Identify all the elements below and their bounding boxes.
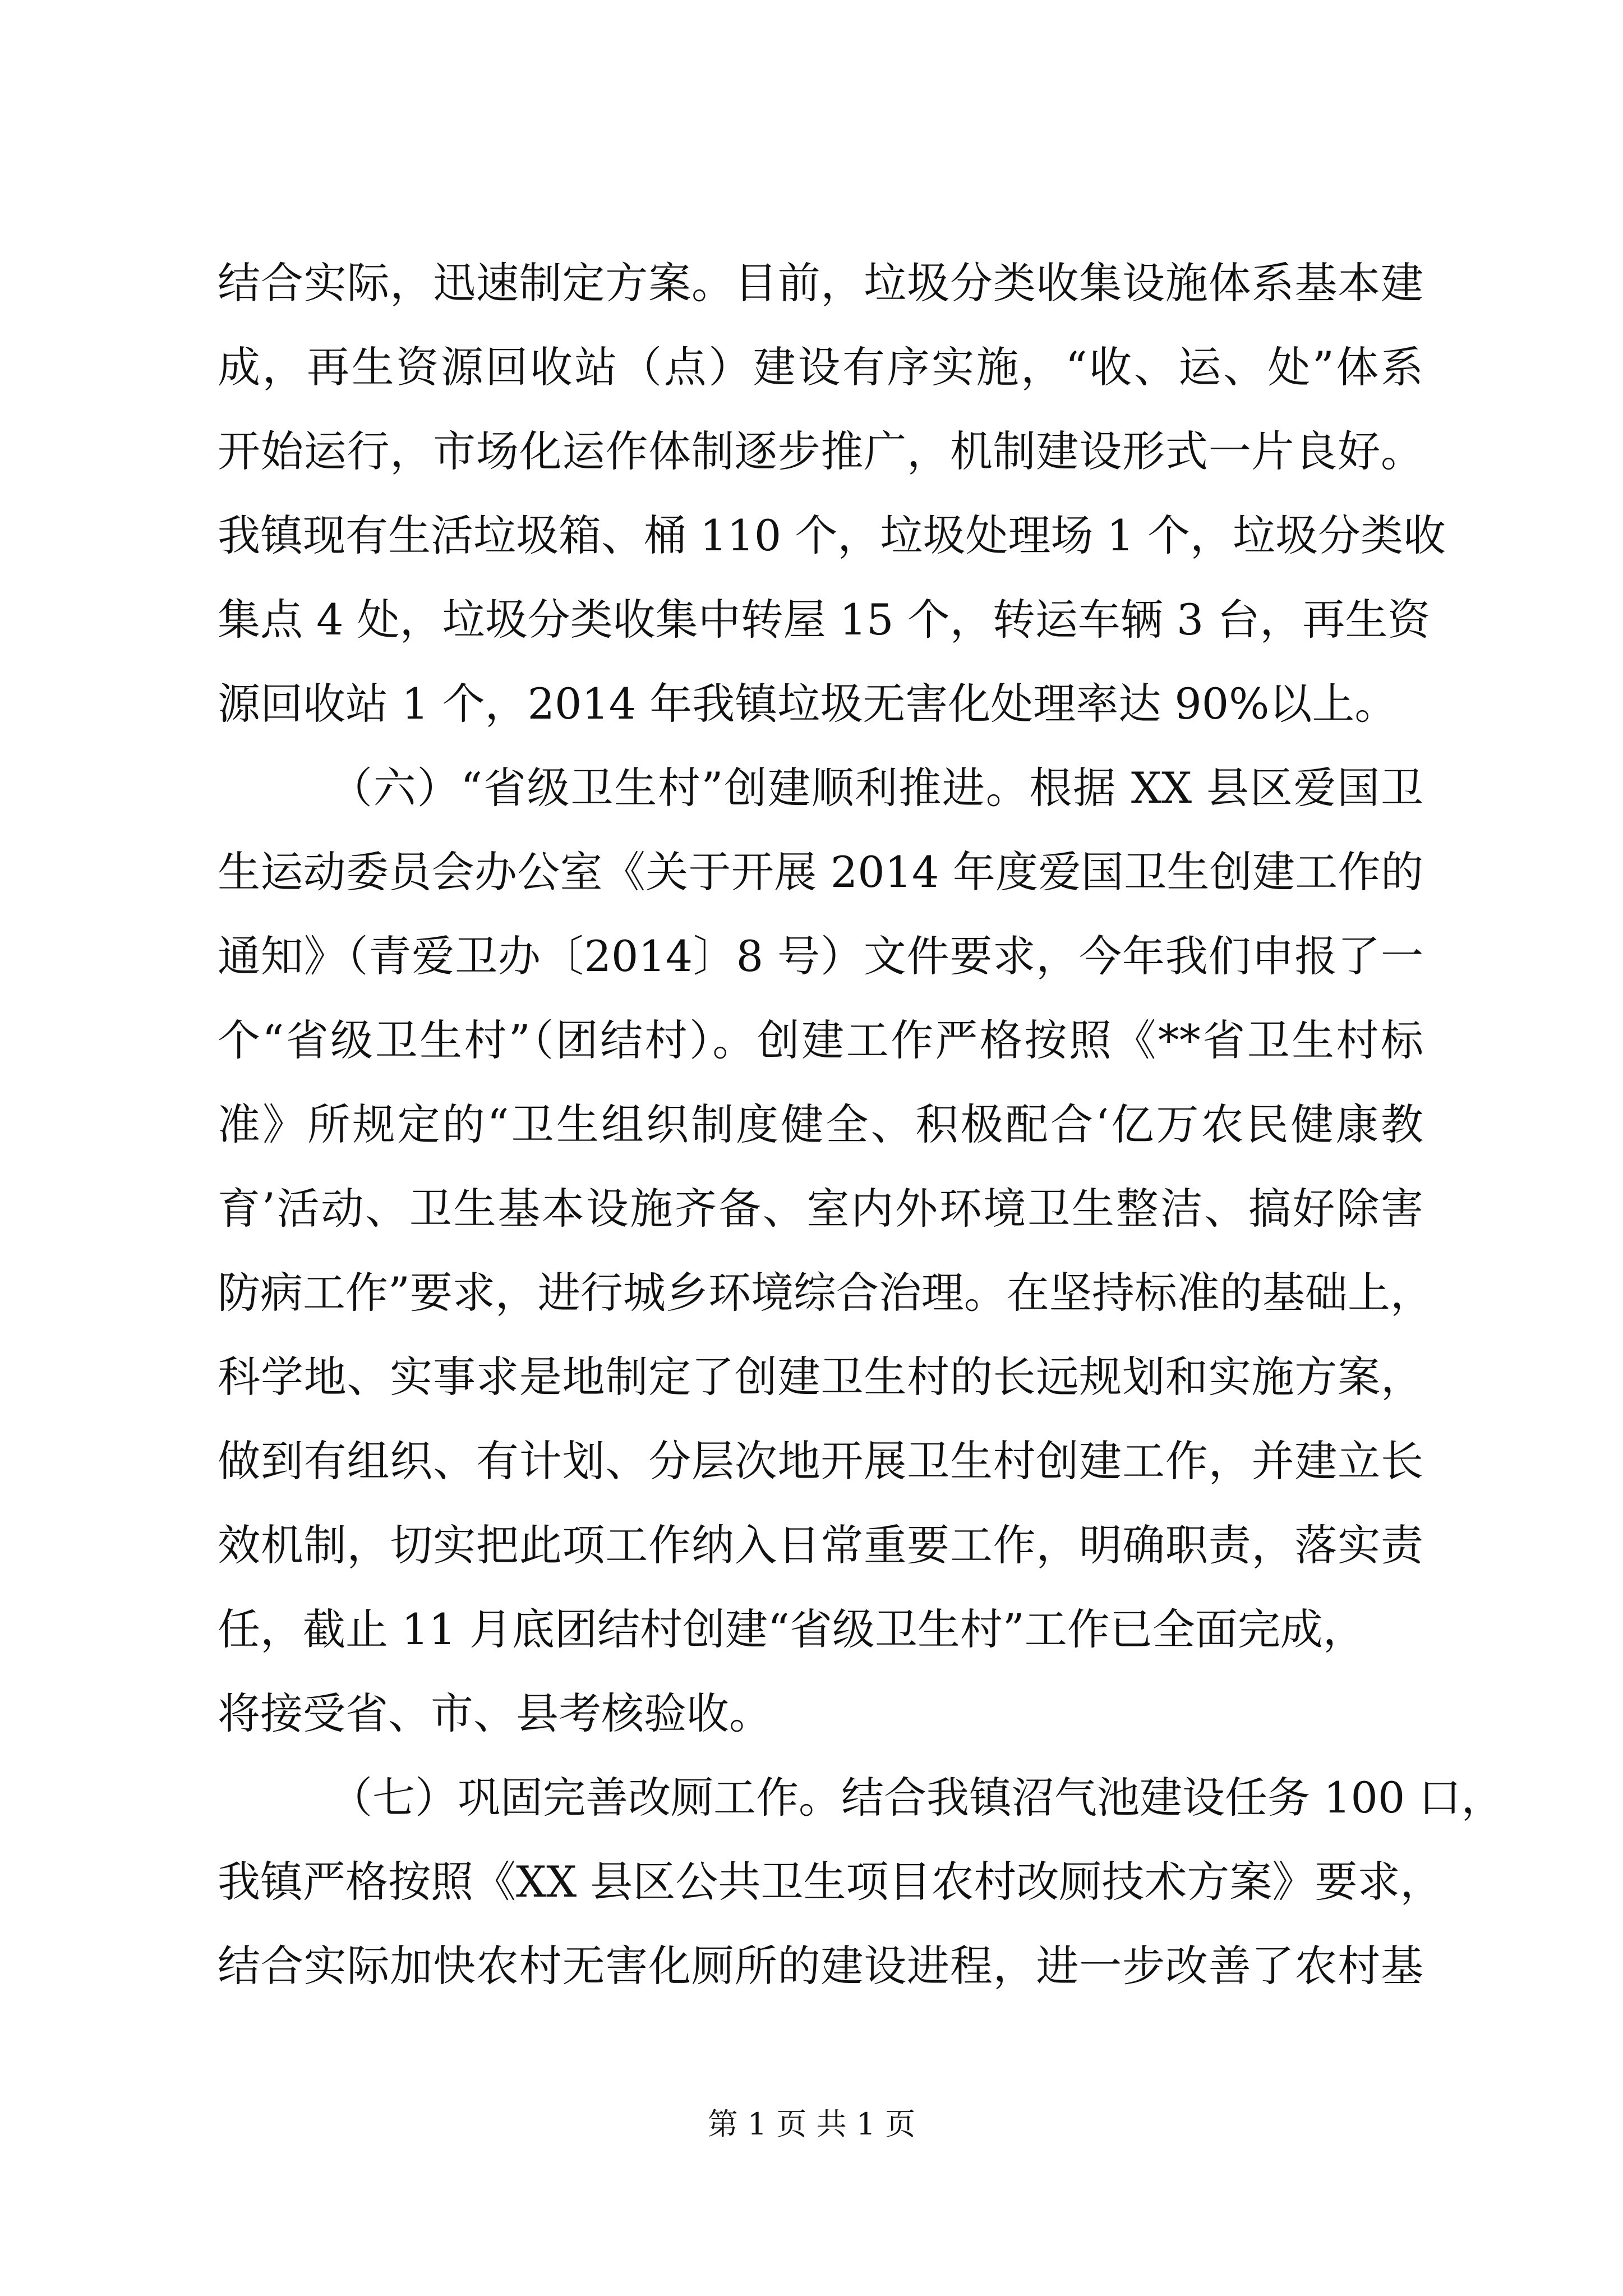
- text-line: 集点 4 处，垃圾分类收集中转屋 15 个，转运车辆 3 台，再生资: [218, 595, 1431, 645]
- text-line: 通知》（青爱卫办〔2014〕8 号）文件要求，今年我们申报了一: [218, 931, 1423, 981]
- text-line: 源回收站 1 个，2014 年我镇垃圾无害化处理率达 90%以上。: [218, 679, 1398, 729]
- text-line: 个“省级卫生村”（团结村）。创建工作严格按照《**省卫生村标: [218, 1015, 1423, 1065]
- text-line: 做到有组织、有计划、分层次地开展卫生村创建工作，并建立长: [218, 1436, 1423, 1486]
- text-line: 我镇严格按照《XX 县区公共卫生项目农村改厕技术方案》要求，: [218, 1857, 1443, 1907]
- text-line: 育’活动、卫生基本设施齐备、室内外环境卫生整洁、搞好除害: [218, 1184, 1423, 1234]
- text-line: 科学地、实事求是地制定了创建卫生村的长远规划和实施方案，: [218, 1352, 1423, 1402]
- text-line: 我镇现有生活垃圾箱、桶 110 个，垃圾处理场 1 个，垃圾分类收: [218, 510, 1446, 560]
- text-line: 生运动委员会办公室《关于开展 2014 年度爱国卫生创建工作的: [218, 847, 1423, 897]
- text-line: 结合实际加快农村无害化厕所的建设进程，进一步改善了农村基: [218, 1941, 1423, 1991]
- page-number-label: 第 1 页 共 1 页: [707, 2106, 916, 2142]
- text-line: 将接受省、市、县考核验收。: [218, 1688, 772, 1738]
- text-line: 效机制，切实把此项工作纳入日常重要工作，明确职责，落实责: [218, 1520, 1423, 1570]
- text-line: 准》所规定的“卫生组织制度健全、积极配合‘亿万农民健康教: [218, 1099, 1423, 1149]
- text-line: 成，再生资源回收站（点）建设有序实施，“收、运、处”体系: [218, 342, 1423, 392]
- text-line: 结合实际，迅速制定方案。目前，垃圾分类收集设施体系基本建: [218, 258, 1423, 308]
- text-line: 任，截止 11 月底团结村创建“省级卫生村”工作已全面完成，: [218, 1604, 1366, 1654]
- paragraph-start-line: （七）巩固完善改厕工作。结合我镇沼气池建设任务 100 口，: [330, 1773, 1504, 1823]
- text-line: 防病工作”要求，进行城乡环境综合治理。在坚持标准的基础上，: [218, 1268, 1433, 1318]
- text-line: 开始运行，市场化运作体制逐步推广，机制建设形式一片良好。: [218, 426, 1423, 476]
- document-body: [218, 241, 1504, 2008]
- page-footer: [0, 2105, 1623, 2144]
- paragraph-start-line: （六）“省级卫生村”创建顺利推进。根据 XX 县区爱国卫: [330, 763, 1423, 813]
